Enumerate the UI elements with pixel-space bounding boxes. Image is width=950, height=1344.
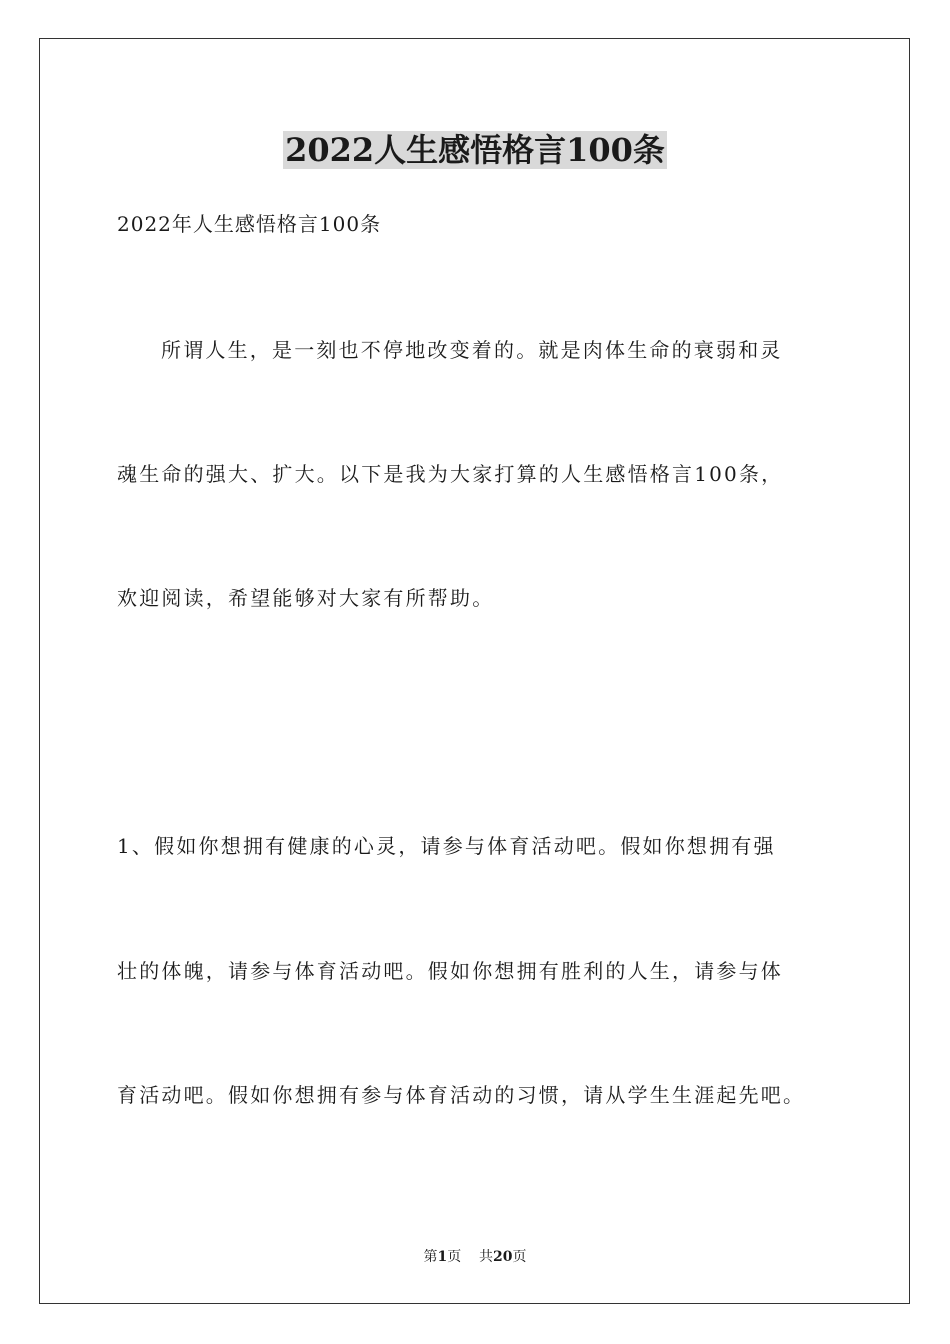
intro-line-2: 魂生命的强大、扩大。以下是我为大家打算的人生感悟格言100条， bbox=[117, 462, 784, 486]
title-text: 2022人生感悟格言100条 bbox=[285, 131, 665, 169]
footer-page-suffix: 页 bbox=[447, 1249, 462, 1265]
footer-total-suffix: 页 bbox=[512, 1249, 527, 1265]
footer-page-prefix: 第 bbox=[423, 1249, 438, 1265]
document-title bbox=[0, 128, 950, 172]
footer-page-number: 1 bbox=[437, 1249, 448, 1265]
page-footer bbox=[0, 1247, 950, 1267]
footer-total-pages: 20 bbox=[493, 1249, 513, 1265]
intro-line-1: 所谓人生，是一刻也不停地改变着的。就是肉体生命的衰弱和灵 bbox=[161, 338, 783, 362]
footer-total-prefix: 共 bbox=[479, 1249, 494, 1265]
item1-line-1: 1、假如你想拥有健康的心灵，请参与体育活动吧。假如你想拥有强 bbox=[117, 834, 776, 858]
item1-line-3: 育活动吧。假如你想拥有参与体育活动的习惯，请从学生生涯起先吧。 bbox=[117, 1083, 806, 1107]
intro-line-3: 欢迎阅读，希望能够对大家有所帮助。 bbox=[117, 586, 495, 610]
document-subtitle: 2022年人生感悟格言100条 bbox=[117, 212, 382, 236]
item1-line-2: 壮的体魄，请参与体育活动吧。假如你想拥有胜利的人生，请参与体 bbox=[117, 959, 783, 983]
